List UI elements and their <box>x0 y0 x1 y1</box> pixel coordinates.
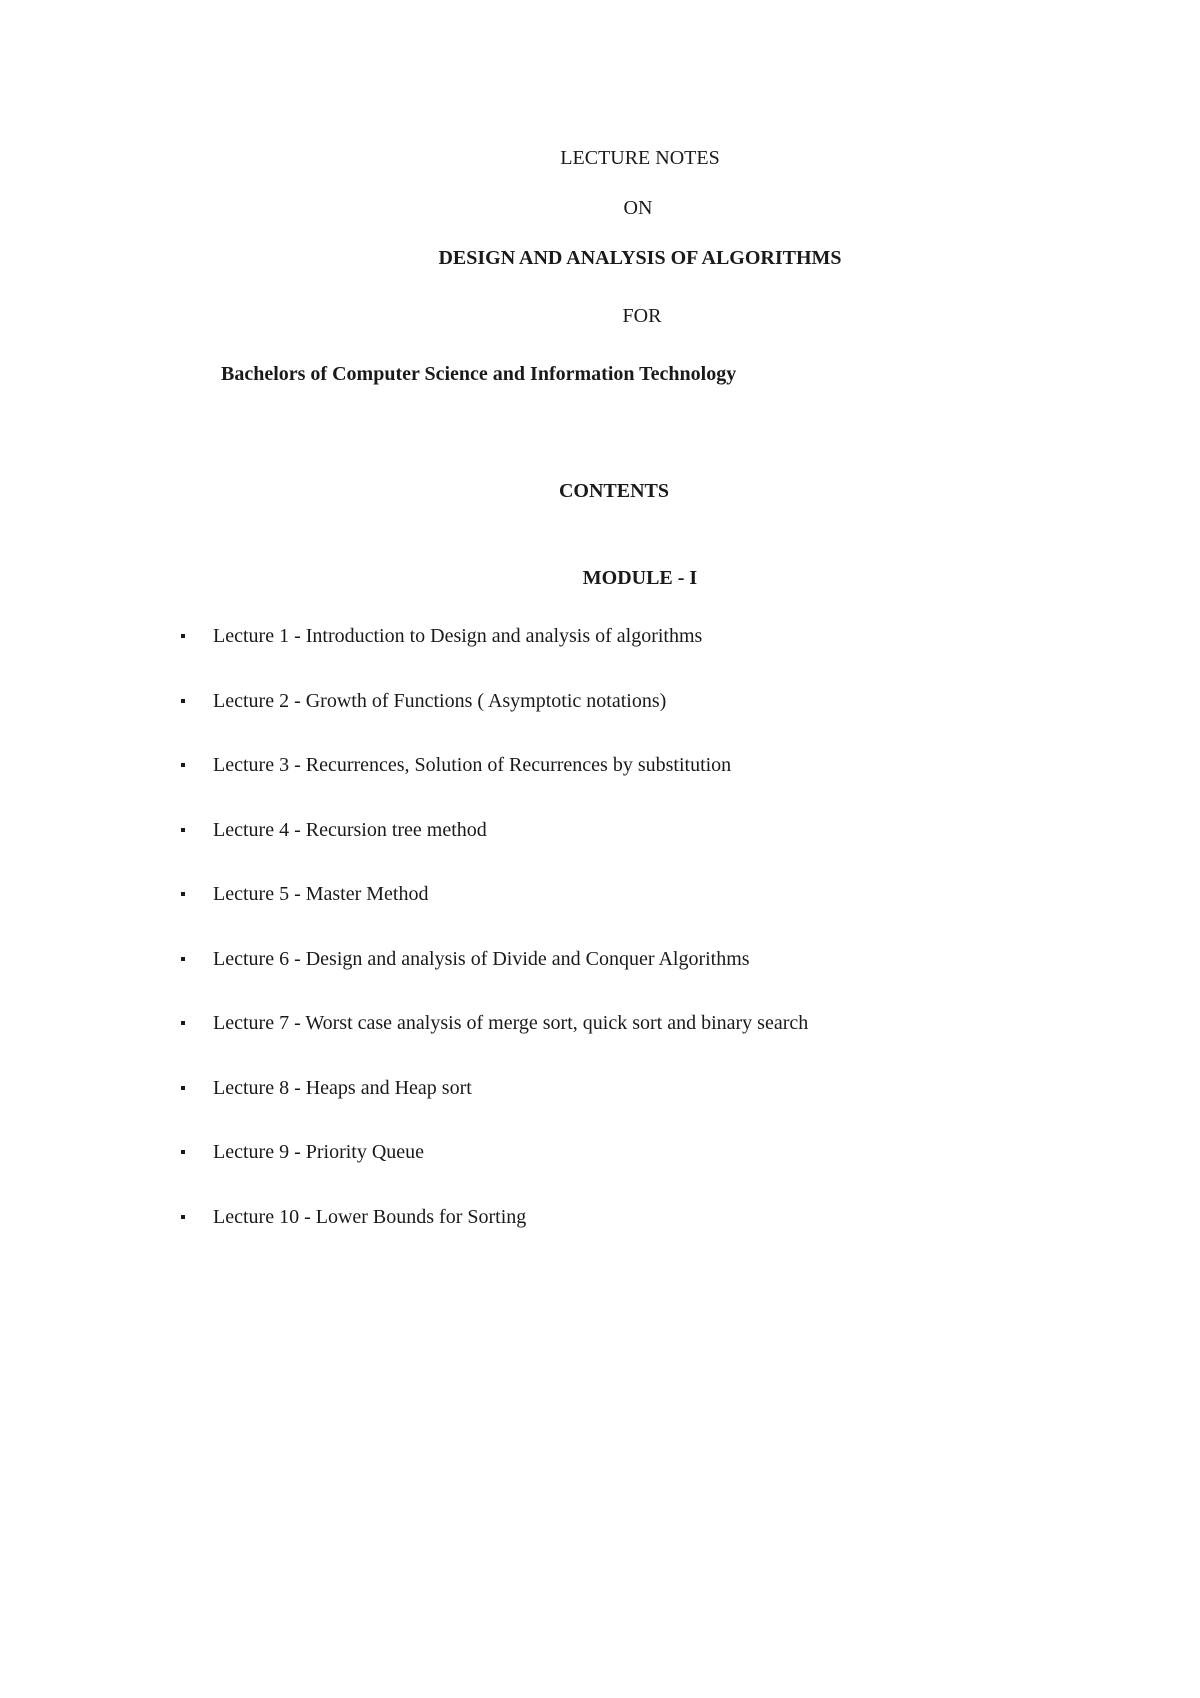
lecture-title: Lecture 9 - Priority Queue <box>213 1141 425 1163</box>
bullet-icon <box>181 699 185 703</box>
title-line-lecture-notes: LECTURE NOTES <box>560 147 720 169</box>
lecture-title: Lecture 3 - Recurrences, Solution of Recurrences by substitution <box>213 754 732 776</box>
audience-line: Bachelors of Computer Science and Information Technology <box>221 363 737 385</box>
title-line-for: FOR <box>622 305 662 327</box>
bullet-icon <box>181 634 185 638</box>
lecture-title: Lecture 5 - Master Method <box>213 883 429 905</box>
module-heading: MODULE - I <box>582 567 698 589</box>
course-title: DESIGN AND ANALYSIS OF ALGORITHMS <box>438 247 842 269</box>
lecture-title: Lecture 8 - Heaps and Heap sort <box>213 1076 472 1099</box>
lecture-title: Lecture 7 - Worst case analysis of merge sort, quick sort and binary search <box>213 1012 809 1034</box>
lecture-title: Lecture 4 - Recursion tree method <box>213 818 487 841</box>
lecture-title: Lecture 1 - Introduction to Design and analysis of algorithms <box>213 625 703 647</box>
lecture-title: Lecture 10 - Lower Bounds for Sorting <box>213 1205 527 1228</box>
bullet-icon <box>181 892 185 896</box>
title-line-on: ON <box>623 197 653 219</box>
lecture-title: Lecture 6 - Design and analysis of Divide and Conquer Algorithms <box>213 947 750 970</box>
lecture-title: Lecture 2 - Growth of Functions ( Asymptotic notations) <box>213 689 667 712</box>
bullet-icon <box>181 828 185 832</box>
bullet-icon <box>181 1150 185 1154</box>
bullet-icon <box>181 763 185 767</box>
contents-heading: CONTENTS <box>558 480 670 502</box>
bullet-icon <box>181 1215 185 1219</box>
bullet-icon <box>181 957 185 961</box>
bullet-icon <box>181 1086 185 1090</box>
bullet-icon <box>181 1021 185 1025</box>
